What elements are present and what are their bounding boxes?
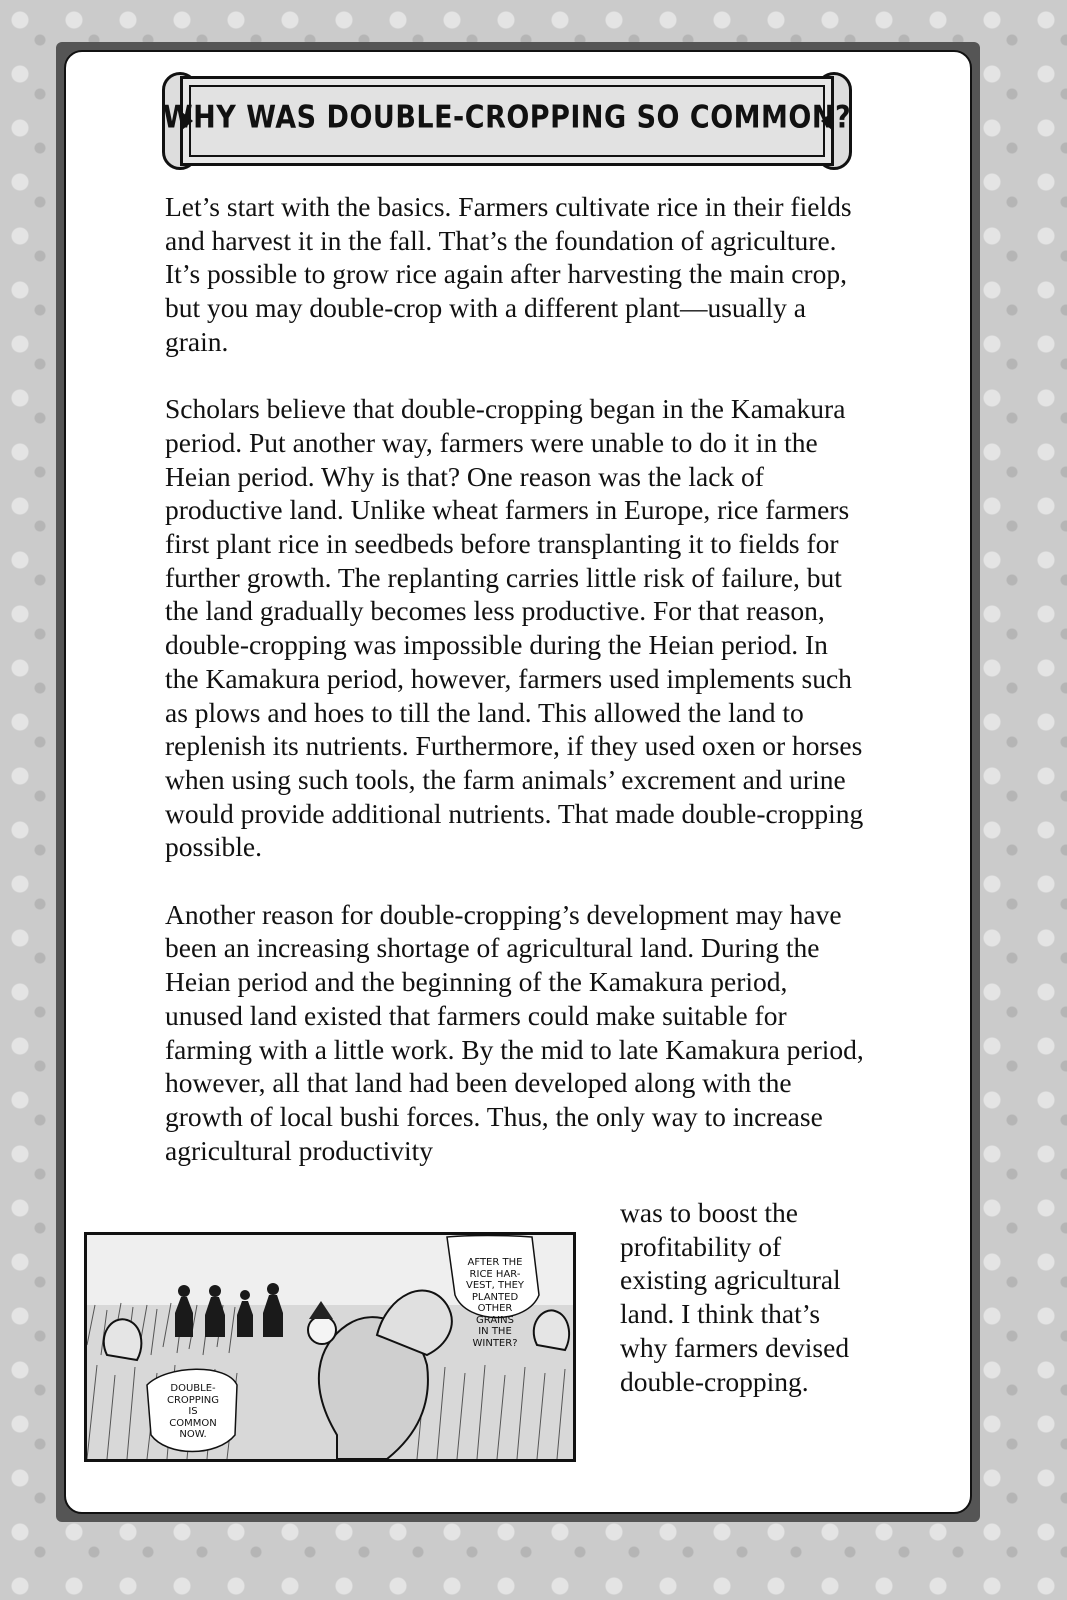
paragraph-1: Let’s start with the basics. Farmers cultivate rice in their fields and harvest it in the fall. That’s the foundation of agriculture. It’s possible to grow rice again after harvesting the main crop, but you may double-crop with a different plant—usually a grain.: [165, 191, 852, 357]
article-body: [165, 190, 865, 1201]
speech-bubble-left: DOUBLE- CROPPING IS COMMON NOW.: [166, 1383, 220, 1440]
page-title: WHY WAS DOUBLE-CROPPING SO COMMON?: [162, 99, 852, 136]
title-banner: [162, 72, 852, 170]
paragraph-3: Another reason for double-cropping’s development may have been an increasing shortage of agricultural land. During the Heian period and the beginning of the Kamakura period, unused land existed that farmers could make suitable for farming with a little work. By the mid to late Kamakura period, however, all that land had been developed along with the growth of local bushi forces. Thus, the only way to increase agricultural productivity: [165, 898, 864, 1166]
wrapped-paragraph: was to boost the profitability of existing agricultural land. I think that’s why farmers devised double-cropping.: [620, 1197, 850, 1397]
manga-panel-illustration: [84, 1232, 576, 1462]
speech-bubble-right: AFTER THE RICE HAR- VEST, THEY PLANTED OTHER GRAINS IN THE WINTER?: [465, 1257, 525, 1349]
paragraph-2: Scholars believe that double-cropping began in the Kamakura period. Put another way, farmers were unable to do it in the Heian period. Why is that? One reason was the lack of productive land. Unlike wheat farmers in Europe, rice farmers first plant rice in seedbeds before transplanting it to fields for further growth. The replanting carries little risk of failure, but the land gradually becomes less productive. For that reason, double-cropping was impossible during the Heian period. In the Kamakura period, however, farmers used implements such as plows and hoes to till the land. This allowed the land to replenish its nutrients. Furthermore, if they used oxen or horses when using such tools, the farm animals’ excrement and urine would provide additional nutrients. That made double-cropping possible.: [165, 393, 864, 863]
